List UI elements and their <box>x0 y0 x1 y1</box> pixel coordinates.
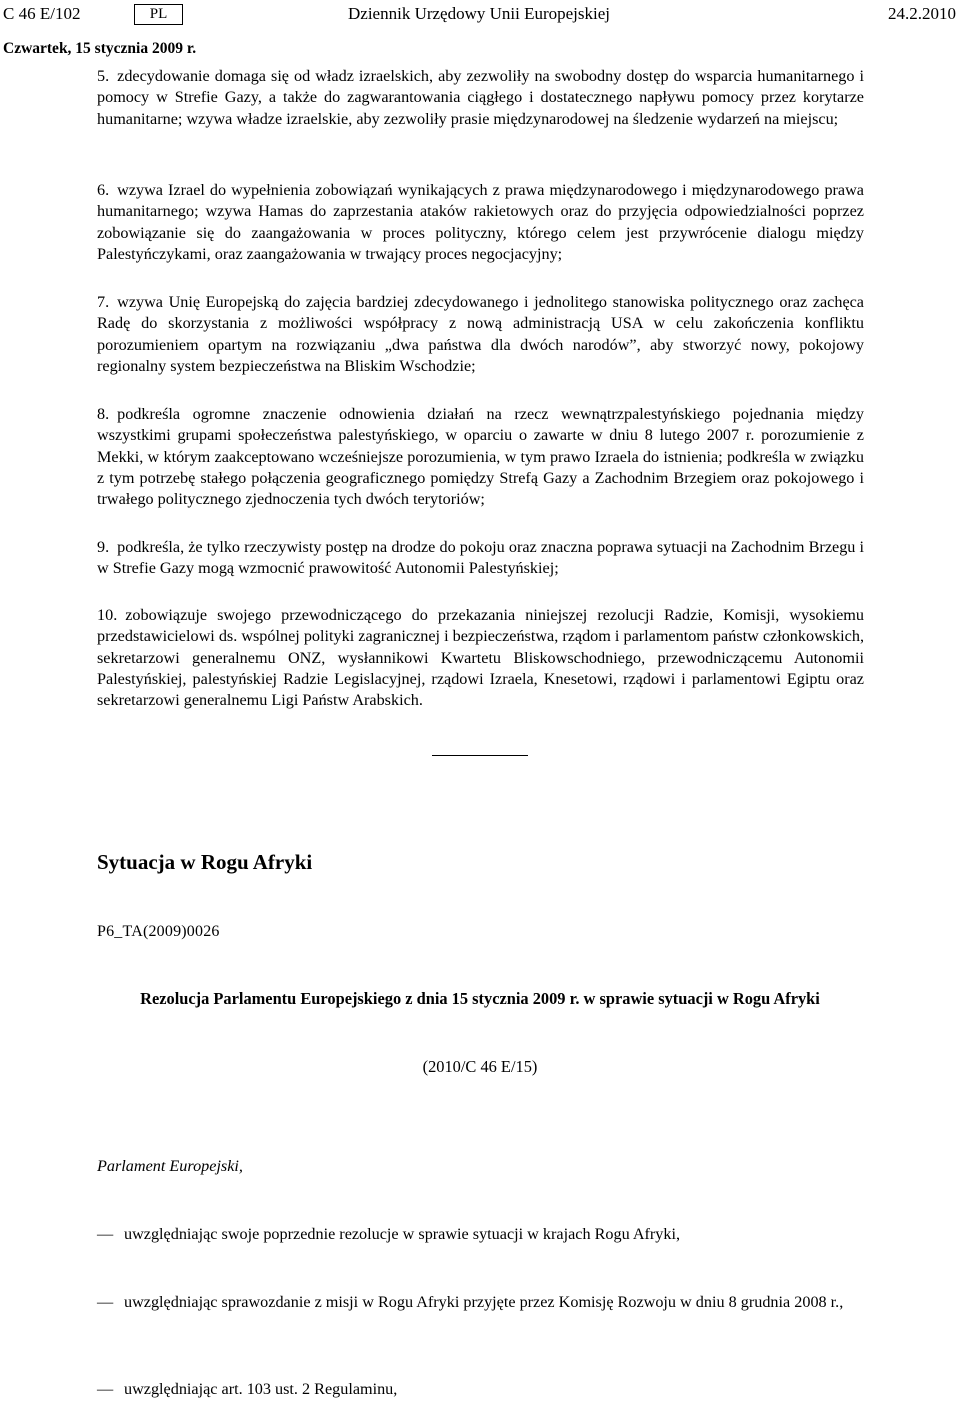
paragraph-text: zobowiązuje swojego przewodniczącego do przekazania niniejszej rezolucji Radzie, Komisji, wysokiemu przedstawicielowi ds. wspólnej polityki zagranicznej i bezpieczeństwa, rządom i parlamentom państw członkowskich, sekretarzowi generalnemu ONZ, wysłannikowi Kwartetu Bliskowschodniego, przewodniczącemu Autonomii Palestyńskiej, palestyńskiej Radzie Legislacyjnej, rządowi Izraela, Knesetowi, rządowi i parlamentowi Egiptu oraz sekretarzowi generalnemu Ligi Państw Arabskich. <box>97 606 864 710</box>
list-item-text: uwzględniając sprawozdanie z misji w Rogu Afryki przyjęte przez Komisję Rozwoju w dniu 8 grudnia 2008 r., <box>124 1293 844 1311</box>
paragraph-10 <box>97 605 864 711</box>
paragraph-text: podkreśla ogromne znaczenie odnowienia działań na rzecz wewnątrzpalestyńskiego pojednania między wszystkimi grupami społeczeństwa palestyńskiego, w oparciu o zawarte w dniu 8 lutego 2007 r. porozumienie z Mekki, w którym zaakceptowano wcześniejsze porozumienia, w tym prawo Izraela do istnienia; podkreśla w związku z tym potrzebę stałego połączenia geograficznego pomiędzy Strefą Gazy a Zachodnim Brzegiem oraz pokojowego i trwałego politycznego zjednoczenia tych dwóch terytoriów; <box>97 405 864 509</box>
document-reference: P6_TA(2009)0026 <box>97 923 220 940</box>
resolution-title: Rezolucja Parlamentu Europejskiego z dnia 15 stycznia 2009 r. w sprawie sytuacji w Rogu Afryki <box>140 989 820 1008</box>
section-divider <box>432 755 528 756</box>
paragraph-text: wzywa Izrael do wypełnienia zobowiązań wynikających z prawa międzynarodowego i międzynarodowego prawa humanitarnego; wzywa Hamas do zaprzestania ataków rakietowych oraz do przyjęcia odpowiedzialności poprzez zobowiązanie się do zaangażowania w proces polityczny, którego celem jest przywrócenie dialogu między Palestyńczykami, oraz zaangażowania w trwający proces negocjacyjny; <box>97 181 864 263</box>
list-item-text: uwzględniając art. 103 ust. 2 Regulaminu, <box>124 1380 398 1398</box>
list-item <box>97 1379 864 1400</box>
parliament-label: Parlament Europejski, <box>97 1157 243 1175</box>
dash-marker: — <box>97 1225 114 1243</box>
paragraph-text: zdecydowanie domaga się od władz izraelskich, aby zezwoliły na swobodny dostęp do wsparcia humanitarnego i pomocy w Strefie Gazy, a także do zagwarantowania ciągłego i dostatecznego napływu pomocy przez korytarze humanitarne; wzywa władze izraelskie, aby zezwoliły prasie międzynarodowej na śledzenie wydarzeń na miejscu; <box>97 67 864 128</box>
sitting-date: Czwartek, 15 stycznia 2009 r. <box>3 40 197 57</box>
paragraph-7 <box>97 292 864 377</box>
journal-code: C 46 E/102 <box>3 4 81 23</box>
paragraph-6 <box>97 180 864 265</box>
page-header <box>0 4 960 28</box>
section-title: Sytuacja w Rogu Afryki <box>97 850 313 874</box>
paragraph-number: 7. <box>97 293 110 311</box>
paragraph-8 <box>97 404 864 510</box>
dash-marker: — <box>97 1293 114 1311</box>
paragraph-number: 9. <box>97 538 110 556</box>
list-item <box>97 1224 864 1245</box>
list-item <box>97 1292 864 1313</box>
journal-date: 24.2.2010 <box>888 4 956 23</box>
paragraph-number: 6. <box>97 181 110 199</box>
paragraph-5 <box>97 66 864 130</box>
journal-title: Dziennik Urzędowy Unii Europejskiej <box>348 4 611 23</box>
paragraph-text: wzywa Unię Europejską do zajęcia bardziej zdecydowanego i jednolitego stanowiska politycznego oraz zachęca Radę do skorzystania z możliwości współpracy z nową administracją USA w celu zakończenia konfliktu porozumieniem opartym na rozwiązaniu „dwa państwa dla dwóch narodów”, aby stworzyć nowy, pokojowy regionalny system bezpieczeństwa na Bliskim Wschodzie; <box>97 293 864 375</box>
list-item-text: uwzględniając swoje poprzednie rezolucje w sprawie sytuacji w krajach Rogu Afryki, <box>124 1225 681 1243</box>
paragraph-9 <box>97 537 864 580</box>
paragraph-number: 5. <box>97 67 110 85</box>
paragraph-text: podkreśla, że tylko rzeczywisty postęp na drodze do pokoju oraz znaczna poprawa sytuacji na Zachodnim Brzegu i w Strefie Gazy mogą wzmocnić prawowitość Autonomii Palestyńskiej; <box>97 538 864 578</box>
paragraph-number: 10. <box>97 606 118 624</box>
dash-marker: — <box>97 1380 114 1398</box>
paragraph-number: 8. <box>97 405 110 423</box>
resolution-code: (2010/C 46 E/15) <box>422 1057 538 1076</box>
language-badge: PL <box>134 4 183 25</box>
